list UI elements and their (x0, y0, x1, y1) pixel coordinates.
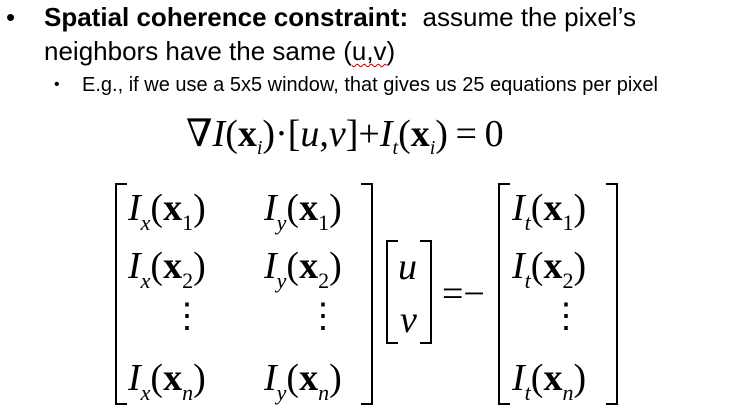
bullet-marker: • (6, 2, 16, 32)
vector-left-bracket (386, 240, 398, 344)
matrix-row-1-col-1: $I_x(x_1)$ (128, 187, 206, 235)
eq-x: x (237, 113, 257, 155)
eq-i: i (256, 137, 263, 159)
matrix-row-2-col-2: $I_y(x_2)$ (264, 245, 342, 293)
vector-u: u (398, 246, 417, 288)
eq-i2: i (429, 137, 436, 159)
constraint-equation: $\nabla I(x_i)\cdot[u,v]+I_t(x_i) = 0$ (186, 113, 504, 159)
matrix-right-bracket (361, 183, 373, 405)
matrix-vdots-col-1: ⋮ (170, 298, 204, 335)
matrix-row-n-col-1: $I_x(x_n)$ (128, 357, 206, 405)
equals-minus: =− (442, 273, 485, 315)
matrix-left-bracket (115, 183, 127, 405)
bullet-1-line-2-text: neighbors have the same ( (44, 36, 352, 66)
eq-It: I (379, 113, 393, 155)
eq-u: u (300, 113, 320, 155)
eq-t: t (392, 137, 399, 159)
bullet-marker-small: • (54, 76, 60, 93)
rhs-right-bracket (606, 183, 618, 405)
eq-v: v (328, 113, 346, 155)
nabla-symbol: ∇ (186, 113, 213, 155)
rhs-vdots: ⋮ (549, 298, 583, 335)
bullet-1-line-2 (44, 34, 395, 68)
eq-I: I (212, 113, 226, 155)
bullet-2-text: E.g., if we use a 5x5 window, that gives us 25 equations per pixel (82, 74, 658, 96)
matrix-row-1-col-2: $I_y(x_1)$ (264, 187, 342, 235)
bullet-1-line-2-end: ) (386, 36, 396, 66)
bullet-1-rest: assume the pixel’s (408, 2, 636, 32)
matrix-vdots-col-2: ⋮ (306, 298, 340, 335)
rhs-left-bracket (498, 183, 510, 405)
vector-right-bracket (420, 240, 432, 344)
rhs-row-2: $I_t(x_2)$ (512, 245, 587, 293)
eq-zero: 0 (484, 113, 504, 155)
matrix-row-2-col-1: $I_x(x_2)$ (128, 245, 206, 293)
eq-x2: x (410, 113, 430, 155)
rhs-row-n: $I_t(x_n)$ (512, 357, 587, 405)
vector-v: v (400, 299, 417, 341)
matrix-row-n-col-2: $I_y(x_n)$ (264, 357, 342, 405)
uv-spellcheck-word: u,v (351, 36, 387, 66)
bullet-1-line-1 (44, 0, 636, 34)
rhs-row-1: $I_t(x_1)$ (512, 187, 587, 235)
bullet-1-bold: Spatial coherence constraint: (44, 2, 409, 32)
